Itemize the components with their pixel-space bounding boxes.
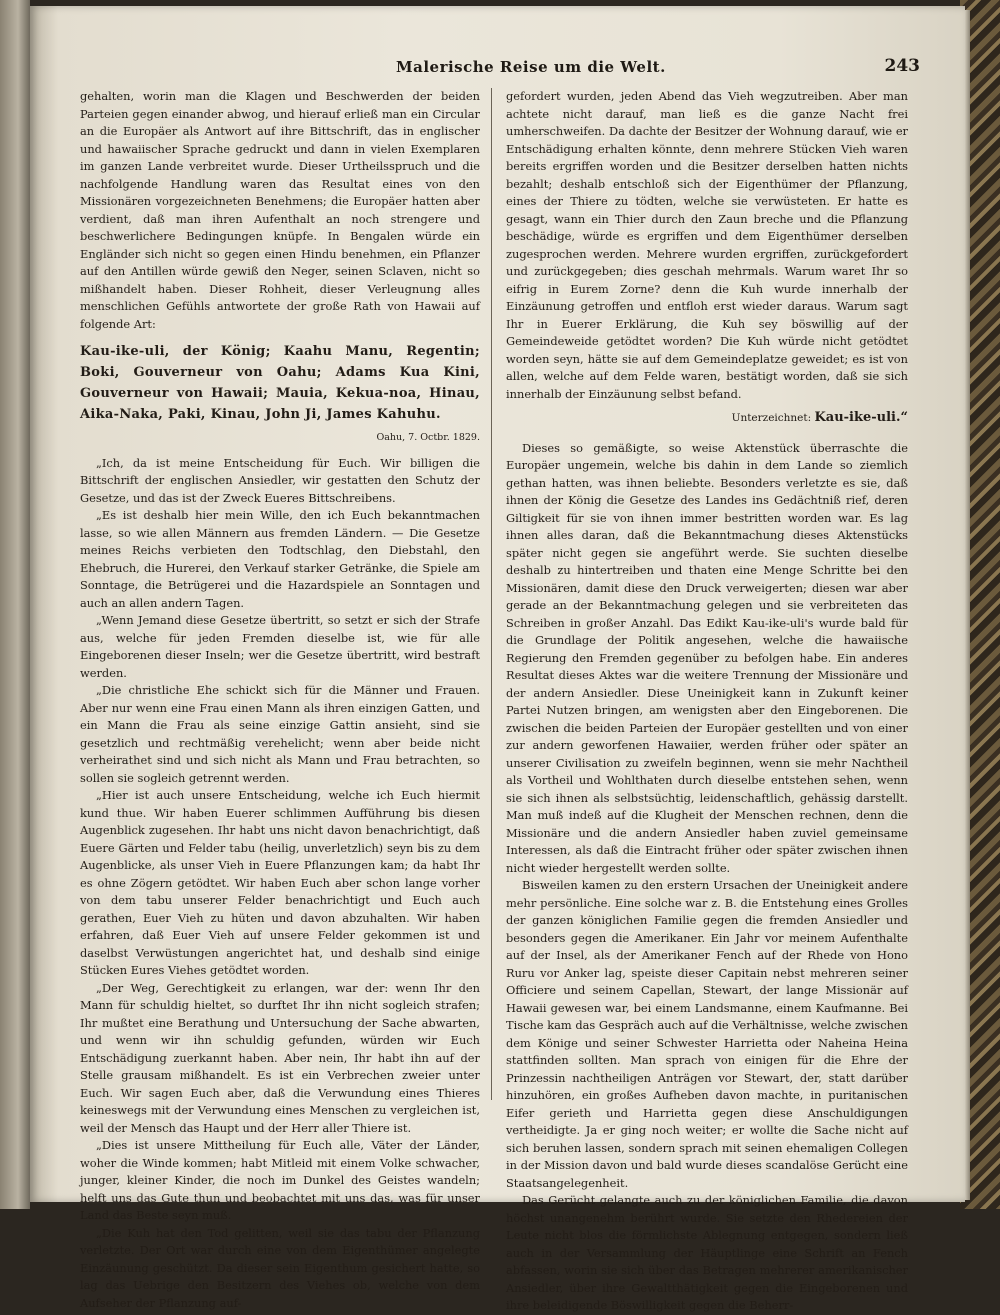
binding-gutter bbox=[0, 0, 30, 1209]
left-column bbox=[80, 88, 480, 1310]
right-column bbox=[506, 88, 908, 1312]
paragraph: Dieses so gemäßigte, so weise Aktenstück überraschte die Europäer ungemein, welche bis dahin in dem Lande so ziemlich gethan hatten, was ihnen beliebte. Besonders verletzte es sie, daß ihnen der König die Gesetze des Landes ins Gedächtniß rief, deren Giltigkeit für sie von ihnen immer bestritten worden war. Es lag ihnen alles daran, daß die Bekanntmachung dieses Aktenstücks später nicht gegen sie angeführt werde. Sie suchten dieselbe deshalb zu hintertreiben und thaten eine Menge Schritte bei den Missionären, damit diese den Druck verweigerten; diesen war aber gerade an der Bekanntmachung gelegen und sie verbreiteten das Schreiben in großer Anzahl. Das Edikt Kau-ike-uli's wurde bald für die Grundlage der Politik angesehen, welche die hawaiische Regierung den Fremden gegenüber zu befolgen habe. Ein anderes Resultat dieses Aktes war die weitere Trennung der Missionäre und der andern Ansiedler. Diese Uneinigkeit kann in Zukunft keiner Partei Nutzen bringen, am wenigsten aber den Eingeborenen. Die zwischen die beiden Parteien der Europäer gestellten und von einer zur andern geworfenen Hawaiier, werden früher oder später an unserer Civilisation zu zweifeln beginnen, wenn sie mehr Nachtheil als Vortheil und Wohlthaten durch dieselbe entstehen sehen, wenn sie sich ihnen als selbstsüchtig, leidenschaftlich, gehässig darstellt. Man muß indeß auf die Klugheit der Menschen rechnen, denn die Missionäre und die andern Ansiedler haben zuviel gemeinsame Interessen, als daß die Eintracht früher oder später zwischen ihnen nicht wieder hergestellt werden sollte. bbox=[506, 440, 908, 875]
paragraph: gehalten, worin man die Klagen und Beschwerden der beiden Parteien gegen einander abwog, und hierauf erließ man ein Circular an die Europäer als Antwort auf ihre Bittschrift, das in englischer und hawaiischer Sprache gedruckt und dann in vielen Exemplaren im ganzen Lande verbreitet wurde. Dieser Urtheilsspruch und die nachfolgende Handlung waren das Resultat eines von den Missionären vorgezeichneten Benehmens; die Europäer hatten aber verdient, daß man ihren Aufenthalt an noch strengere und beschwerlichere Bedingungen knüpfe. In Bengalen würde ein Engländer sich nicht so gegen einen Hindu benehmen, ein Pflanzer auf den Antillen würde gewiß den Neger, seinen Sclaven, nicht so mißhandelt haben. Dieser Rohheit, dieser Verleugnung alles menschlichen Gefühls antwortete der große Rath von Hawaii auf folgende Art: bbox=[80, 89, 480, 331]
paragraph: „Die christliche Ehe schickt sich für die Männer und Frauen. Aber nur wenn eine Frau einen Mann als ihren einzigen Gatten, und ein Mann die Frau als seine einzige Gattin ansieht, sind sie gesetzlich und rechtmäßig verehelicht; wenn aber beide nicht verheirathet sind und sich nicht als Mann und Frau betrachten, so sollen sie sogleich getrennt werden. bbox=[80, 683, 480, 785]
running-title: Malerische Reise um die Welt. bbox=[396, 58, 666, 76]
page-edge bbox=[965, 10, 970, 1200]
signature-line bbox=[506, 409, 908, 428]
paragraph: „Dies ist unsere Mittheilung für Euch alle, Väter der Länder, woher die Winde kommen; habt Mitleid mit einem Volke schwacher, junger, kleiner Kinder, die noch im Dunkel des Geistes wandeln; helft uns das Gute thun und beobachtet mit uns das, was für unser Land das Beste seyn muß. bbox=[80, 1138, 480, 1222]
paragraph: „Ich, da ist meine Entscheidung für Euch. Wir billigen die Bittschrift der englischen Ansiedler, wir gestatten den Schutz der Gesetze, und das ist der Zweck Eueres Bittschreibens. bbox=[80, 455, 480, 505]
signed-name: Kau-ike-uli.“ bbox=[814, 410, 908, 425]
paragraph: „Hier ist auch unsere Entscheidung, welche ich Euch hiermit kund thue. Wir haben Euerer schlimmen Aufführung bis diesen Augenblick zugesehen. Ihr habt uns nicht davon benachrichtigt, daß Euere Gärten und Felder tabu (heilig, unverletzlich) seyn bis zu dem Augenblicke, als unser Vieh in Euere Pflanzungen kam; da habt Ihr es ohne Zögern getödtet. Wir haben Euch aber schon lange vorher von dem tabu unserer Felder benachrichtigt und Euch auch gerathen, Euer Vieh zu hüten und davon abzuhalten. Wir haben erfahren, daß Euer Vieh auf unsere Felder gekommen ist und daselbst Verwüstungen angerichtet hat, und deshalb sind einige Stücken Eures Viehes getödtet worden. bbox=[80, 788, 480, 977]
paragraph: Das Gerücht gelangte auch zu der königlichen Familie, die davon höchst unangenehm berührt wurde. Sie setzte den Rhedereien der Leute nicht blos die förmlichste Ablegnung entgegen, sondern ließ auch in der Versammlung der Häuptlinge eine Schrift an Fench abfassen, worin sie sich über das Betragen mehrerer amerikanischer Ansiedler, über ihre Gewaltthätigkeit gegen die Eingeborenen und ihre beleidigende Böswilligkeit gegen die Beherr- bbox=[506, 1193, 908, 1312]
paragraph: „Es ist deshalb hier mein Wille, den ich Euch bekanntmachen lasse, so wie allen Männern aus fremden Ländern. — Die Gesetze meines Reichs verbieten den Todtschlag, den Diebstahl, den Ehebruch, die Hurerei, den Verkauf starker Getränke, die Spiele am Sonntage, die Betrügerei und die Hazardspiele an Sonntagen und auch an allen andern Tagen. bbox=[80, 508, 480, 610]
dateline: Oahu, 7. Octbr. 1829. bbox=[376, 432, 480, 443]
running-header bbox=[66, 58, 920, 80]
council-names: Kau-ike-uli, der König; Kaahu Manu, Regentin; Boki, Gouverneur von Oahu; Adams Kua Kini, Gouverneur von Hawaii; Mauia, Kekua-noa, Hinau, Aika-Naka, Paki, Kinau, John Ji, James Kahuhu. bbox=[80, 344, 480, 422]
paragraph: „Der Weg, Gerechtigkeit zu erlangen, war der: wenn Ihr den Mann für schuldig hieltet, so durftet Ihr ihn nicht sogleich strafen; Ihr mußtet eine Berathung und Untersuchung der Sache abwarten, und wenn wir ihn schuldig gefunden, würden wir Euch Entschädigung zuerkannt haben. Aber nein, Ihr habt ihn auf der Stelle grausam mißhandelt. Es ist ein Verbrechen zweier unter Euch. Wir sagen Euch aber, daß die Verwundung eines Thieres keineswegs mit der Verwundung eines Menschen zu vergleichen ist, weil der Mensch das Haupt und der Herr aller Thiere ist. bbox=[80, 980, 480, 1135]
page-number: 243 bbox=[884, 56, 920, 76]
paragraph: gefordert wurden, jeden Abend das Vieh wegzutreiben. Aber man achtete nicht darauf, man ließ es die ganze Nacht frei umherschweifen. Da dachte der Besitzer der Wohnung darauf, wie er Entschädigung erhalten könnte, denn mehrere Stücken Vieh waren bereits ergriffen worden und die Besitzer derselben hatten nichts bezahlt; deshalb entschloß sich der Eigenthümer der Pflanzung, eines der Thiere zu tödten, welche sie verwüsteten. Er hatte es gesagt, wann ein Thier durch den Zaun breche und die Pflanzung beschädige, würde es ergriffen und dem Eigenthümer derselben zugesprochen werden. Mehrere wurden ergriffen, zurückgefordert und zurückgegeben; dies geschah mehrmals. Warum waret Ihr so eifrig in Eurem Zorne? denn die Kuh wurde innerhalb der Einzäunung getroffen und entfloh erst wieder daraus. Warum sagt Ihr in Euerer Erklärung, die Kuh sey böswillig auf der Gemeindeweide getödtet worden? Die Kuh würde nicht getödtet worden seyn, hätte sie auf dem Gemeindeplatze geweidet; es ist von allen, welche auf dem Felde waren, bestätigt worden, daß sie sich innerhalb der Einzäunung selbst befand. bbox=[506, 89, 908, 401]
signed-label: Unterzeichnet: bbox=[731, 412, 812, 424]
paragraph: Bisweilen kamen zu den erstern Ursachen der Uneinigkeit andere mehr persönliche. Eine solche war z. B. die Entstehung eines Grolles der ganzen königlichen Familie gegen die fremden Ansiedler und besonders gegen die Amerikaner. Ein Jahr vor meinem Aufenthalte auf der Insel, als der Amerikaner Fench auf der Rhede von Hono Ruru vor Anker lag, speiste dieser Capitain nebst mehreren seiner Officiere und seinem Capellan, Stewart, der lange Missionär auf Hawaii gewesen war, bei einem Landsmanne, einem Kaufmanne. Bei Tische kam das Gespräch auch auf die Verhältnisse, welche zwischen dem Könige und seiner Schwester Harrietta oder Naheina Heina stattfinden sollten. Man sprach von einigen für die Ehre der Prinzessin nachtheiligen Anträgen vor Stewart, der, statt darüber hinzuhören, ein großes Aufheben davon machte, in puritanischen Eifer gerieth und Harrietta gegen diese Anschuldigungen vertheidigte. Ja er ging noch weiter; er wollte die Sache nicht auf sich beruhen lassen, sondern sprach mit seinen ehemaligen Collegen in der Mission davon und bald wurde dieses scandalöse Gerücht eine Staatsangelegenheit. bbox=[506, 878, 908, 1190]
paragraph: „Wenn Jemand diese Gesetze übertritt, so setzt er sich der Strafe aus, welche für jeden Fremden dieselbe ist, wie für alle Eingeborenen dieser Inseln; wer die Gesetze übertritt, wird bestraft werden. bbox=[80, 613, 480, 680]
paragraph: „Die Kuh hat den Tod gelitten, weil sie das tabu der Pflanzung verletzte. Der Ort war durch eine von dem Eigenthümer angelegte Einzäunung geschützt. Da dieser sein Eigenthum gesichert hatte, so lag das Uebrige den Besitzern des Viehes ob, welche von dem Aufseher der Pflanzung auf- bbox=[80, 1225, 480, 1310]
column-rule bbox=[491, 88, 492, 1100]
